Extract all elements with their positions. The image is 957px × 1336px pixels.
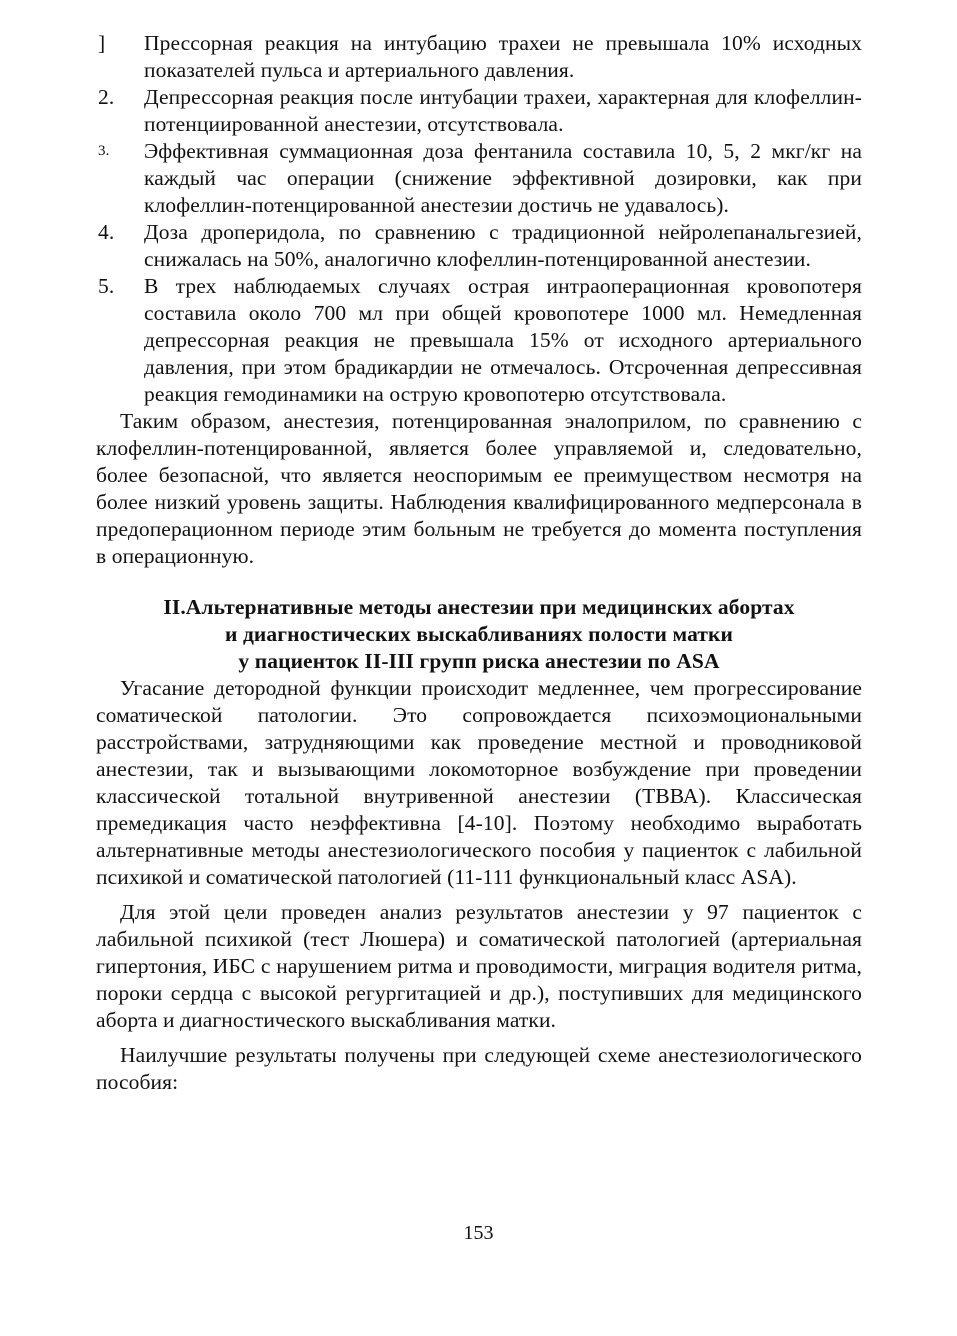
list-item-number: 2. (98, 85, 115, 109)
list-item-text: Депрессорная реакция после интубации трахеи, характерная для клофеллин-потенциированной анестезии, отсутствовала. (144, 85, 862, 136)
list-item-text: В трех наблюдаемых случаях острая интраоперационная кровопотеря составила около 700 мл при общей кровопотере 1000 мл. Немедленная депрессорная реакция не превышала 15% от исходного артериального давления, при этом брадикардии не отмечалось. Отсроченная депрессивная реакция гемодинамики на острую кровопотерю отсутствовала. (144, 274, 862, 406)
section-heading-line: II.Альтернативные методы анестезии при медицинских абортах (163, 595, 795, 619)
list-item (96, 273, 862, 408)
body-paragraph: Угасание детородной функции происходит медленнее, чем прогрессирование соматической патологии. Это сопровождается психоэмоциональными расстройствами, затрудняющими как проведение местной и проводниковой анестезии, так и вызывающими локомоторное возбуждение при проведении классической тотальной внутривенной анестезии (ТВВА). Классическая премедикация часто неэффективна [4-10]. Поэтому необходимо выработать альтернативные методы анестезиологического пособия у пациенток с лабильной психикой и соматической патологией (11-111 функциональный класс ASA). (96, 676, 862, 889)
body-paragraph: Наилучшие результаты получены при следующей схеме анестезиологического пособия: (96, 1043, 862, 1094)
list-item (96, 30, 862, 84)
list-item (96, 84, 862, 138)
list-item-text: Эффективная суммационная доза фентанила составила 10, 5, 2 мкг/кг на каждый час операции (снижение эффективной дозировки, как при клофеллин-потенцированной анестезии достичь не удавалось). (144, 139, 862, 217)
list-item-number: 5. (98, 274, 115, 298)
page-body (96, 30, 862, 1096)
numbered-list (96, 30, 862, 408)
page-number: 153 (463, 1222, 494, 1244)
section-heading-line: у пациенток II-III групп риска анестезии по ASA (238, 649, 720, 673)
list-item-text: Доза дроперидола, по сравнению с традиционной нейролепанальгезией, снижалась на 50%, аналогично клофеллин-потенцированной анестезии. (144, 220, 862, 271)
body-paragraph: Для этой цели проведен анализ результатов анестезии у 97 пациенток с лабильной психикой (тест Люшера) и соматической патологией (артериальная гипертония, ИБС с нарушением ритма и проводимости, миграция водителя ритма, пороки сердца с высокой регургитацией и др.), поступивших для медицинского аборта и диагностического выскабливания матки. (96, 900, 862, 1032)
section-heading-line: и диагностических выскабливаниях полости матки (224, 622, 733, 646)
list-item-number: 4. (98, 220, 115, 244)
list-item-number: 3. (98, 143, 110, 159)
list-item (96, 219, 862, 273)
conclusion-paragraph: Таким образом, анестезия, потенцированная эналоприлом, по сравнению с клофеллин-потенцированной, является более управляемой и, следовательно, более безопасной, что является неоспоримым ее преимуществом несмотря на более низкий уровень защиты. Наблюдения квалифицированного медперсонала в предоперационном периоде этим больным не требуется до момента поступления в операционную. (96, 409, 862, 568)
list-item-text: Прессорная реакция на интубацию трахеи не превышала 10% исходных показателей пульса и артериального давления. (144, 31, 862, 82)
list-item (96, 138, 862, 219)
list-item-number: ] (98, 31, 106, 55)
section-heading (96, 594, 862, 675)
